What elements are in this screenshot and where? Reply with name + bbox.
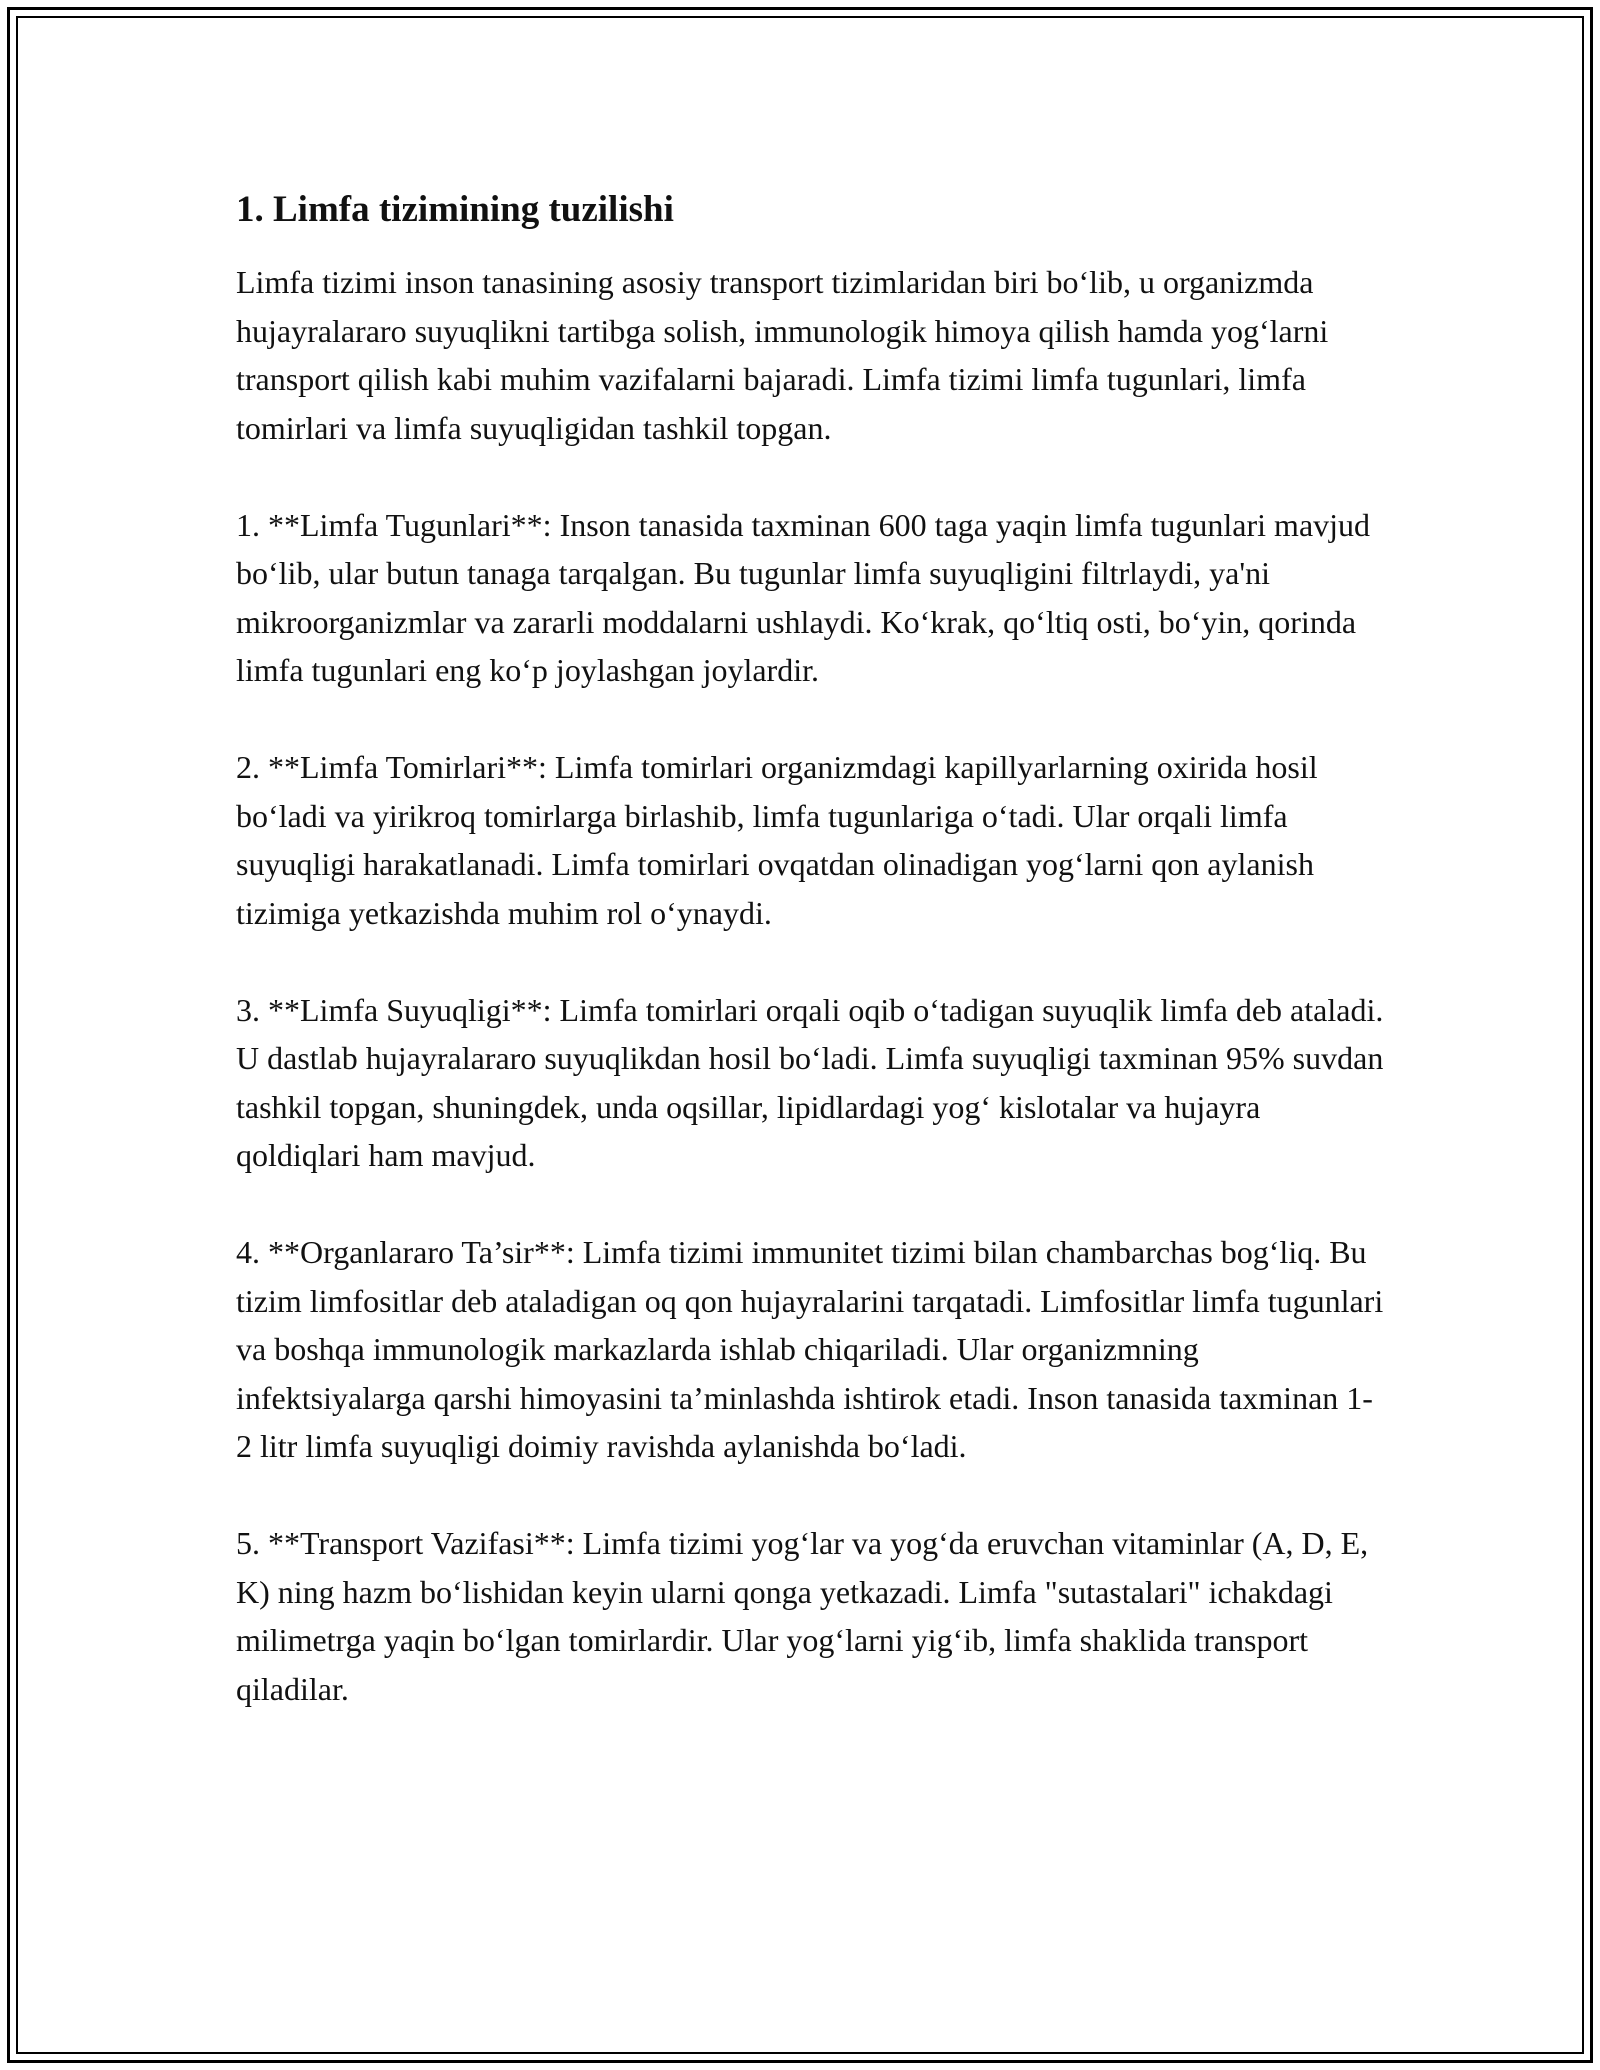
- paragraph-transport-vazifasi: 5. **Transport Vazifasi**: Limfa tizimi yog‘lar va yog‘da eruvchan vitaminlar (A, D, E, K) ning hazm bo‘lishidan keyin ularni qonga yetkazadi. Limfa "sutastalari" ichakdagi milimetrga yaqin bo‘lgan tomirlardir. Ular yog‘larni yig‘ib, limfa shaklida transport qiladilar.: [236, 1525, 1369, 1707]
- paragraph-limfa-suyuqligi: 3. **Limfa Suyuqligi**: Limfa tomirlari orqali oqib o‘tadigan suyuqlik limfa deb ataladi. U dastlab hujayralararo suyuqlikdan hosil bo‘ladi. Limfa suyuqligi taxminan 95% suvdan tashkil topgan, shuningdek, unda oqsillar, lipidlardagi yog‘ kislotalar va hujayra qoldiqlari ham mavjud.: [236, 991, 1384, 1173]
- paragraph-organlararo-tasir: 4. **Organlararo Ta’sir**: Limfa tizimi immunitet tizimi bilan chambarchas bog‘liq. Bu tizim limfositlar deb ataladigan oq qon hujayralarini tarqatadi. Limfositlar limfa tugunlari va boshqa immunologik markazlarda ishlab chiqariladi. Ular organizmning infektsiyalarga qarshi himoyasini ta’minlashda ishtirok etadi. Inson tanasida taxminan 1-2 litr limfa suyuqligi doimiy ravishda aylanishda bo‘ladi.: [236, 1234, 1384, 1464]
- document-body: [236, 186, 1386, 1713]
- paragraph-limfa-tugunlari: 1. **Limfa Tugunlari**: Inson tanasida taxminan 600 taga yaqin limfa tugunlari mavjud bo‘lib, ular butun tanaga tarqalgan. Bu tugunlar limfa suyuqligini filtrlaydi, ya'ni mikroorganizmlar va zararli moddalarni ushlaydi. Ko‘krak, qo‘ltiq osti, bo‘yin, qorinda limfa tugunlari eng ko‘p joylashgan joylardir.: [236, 506, 1371, 688]
- intro-paragraph: Limfa tizimi inson tanasining asosiy transport tizimlaridan biri bo‘lib, u organizmda hujayralararo suyuqlikni tartibga solish, immunologik himoya qilish hamda yog‘larni transport qilish kabi muhim vazifalarni bajaradi. Limfa tizimi limfa tugunlari, limfa tomirlari va limfa suyuqligidan tashkil topgan.: [236, 264, 1329, 446]
- paragraph-limfa-tomirlari: 2. **Limfa Tomirlari**: Limfa tomirlari organizmdagi kapillyarlarning oxirida hosil bo‘ladi va yirikroq tomirlarga birlashib, limfa tugunlariga o‘tadi. Ular orqali limfa suyuqligi harakatlanadi. Limfa tomirlari ovqatdan olinadigan yog‘larni qon aylanish tizimiga yetkazishda muhim rol o‘ynaydi.: [236, 749, 1318, 931]
- section-heading: 1. Limfa tizimining tuzilishi: [236, 189, 674, 230]
